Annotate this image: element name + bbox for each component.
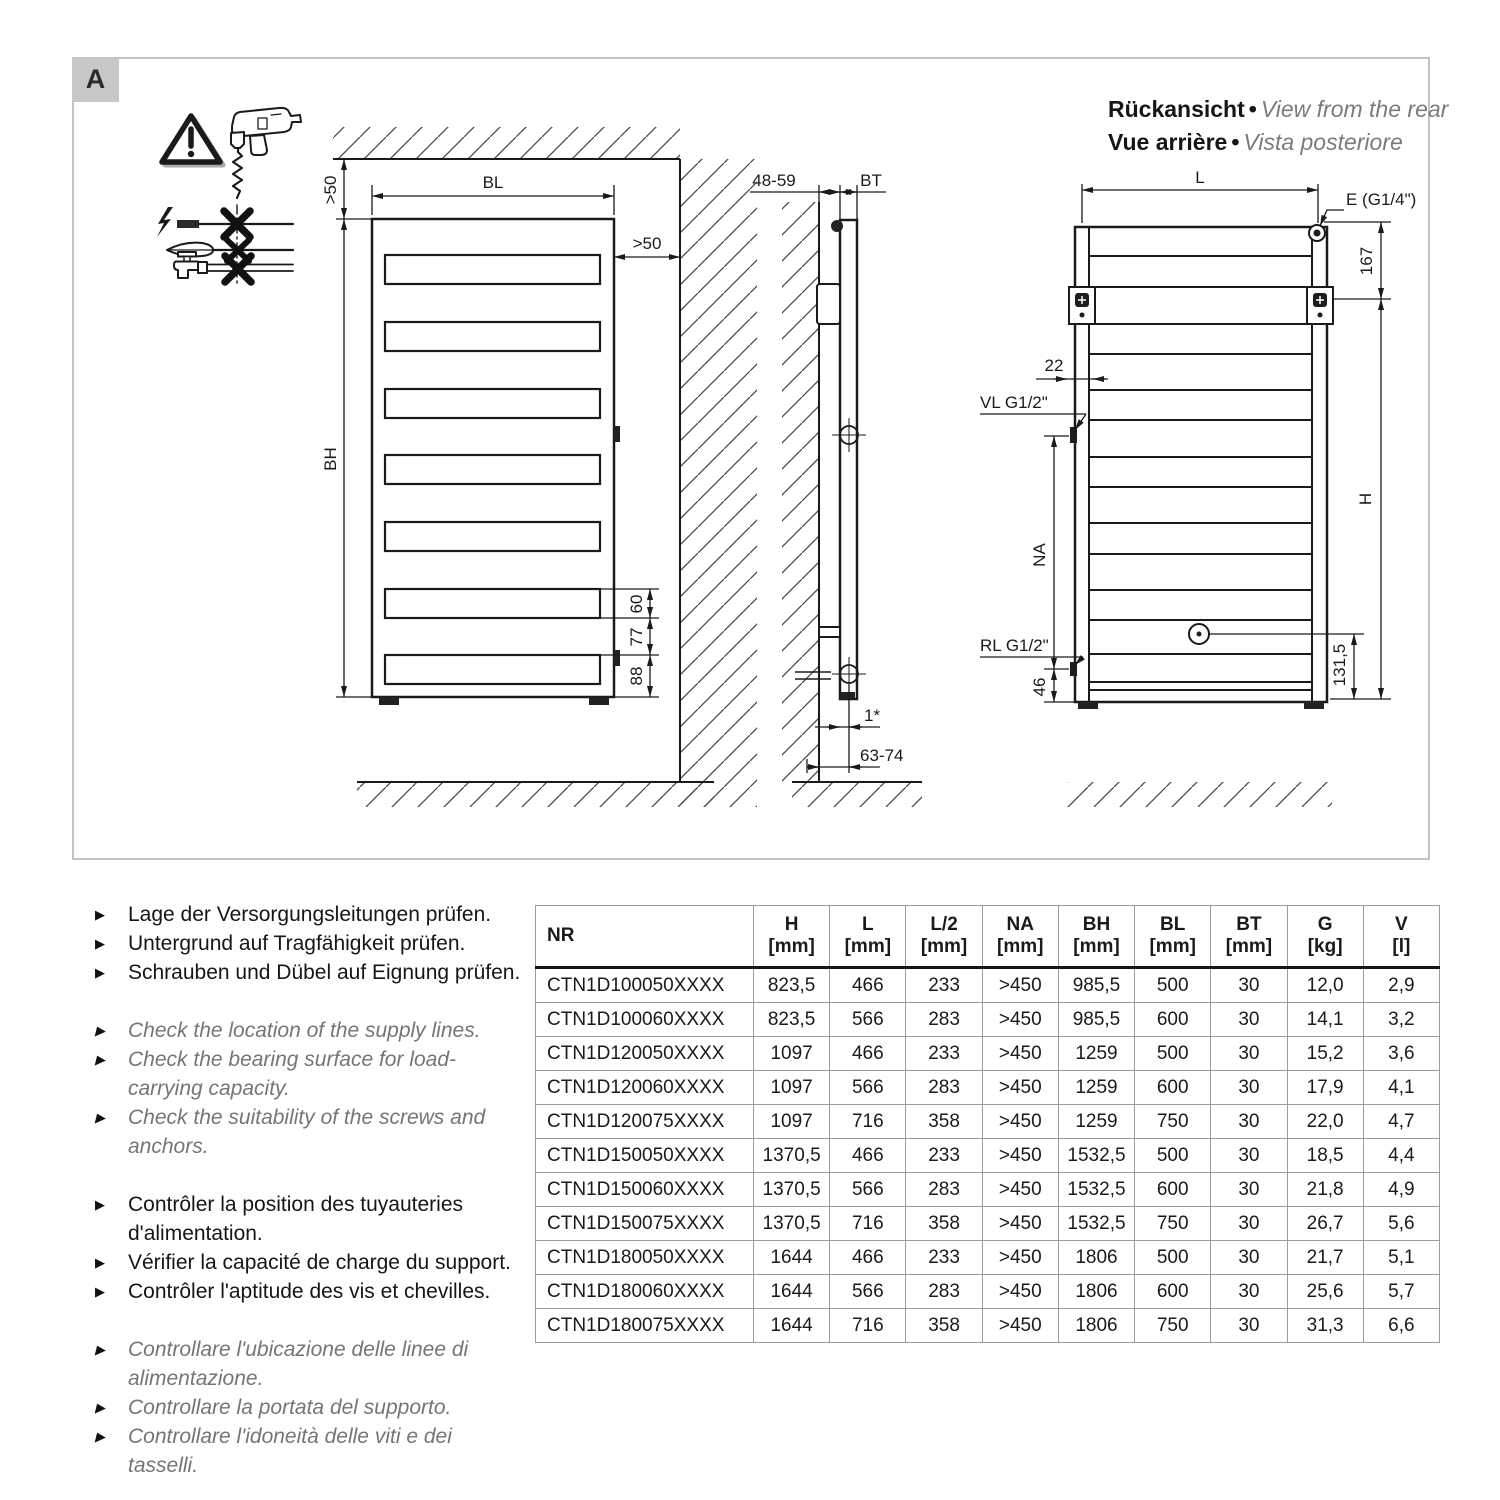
spec-table-body xyxy=(536,968,1440,1343)
label-e-valve: E (G1/4") xyxy=(1346,190,1417,209)
bullet-icon: ▶ xyxy=(95,965,105,980)
table-row xyxy=(536,1173,1440,1207)
column-header-g: G [kg] xyxy=(1287,906,1363,968)
table-cell: 5,7 xyxy=(1363,1275,1439,1309)
table-cell: 1806 xyxy=(1058,1241,1134,1275)
table-cell: 4,4 xyxy=(1363,1139,1439,1173)
front-view xyxy=(321,127,757,807)
bullet-icon: ▶ xyxy=(95,1342,105,1357)
table-cell: 985,5 xyxy=(1058,1003,1134,1037)
floor-hatch-side xyxy=(792,782,922,807)
table-cell: 2,9 xyxy=(1363,968,1439,1003)
dim-bl: BL xyxy=(482,173,504,192)
table-cell: 823,5 xyxy=(754,1003,830,1037)
table-cell: 14,1 xyxy=(1287,1003,1363,1037)
bullet-icon: ▶ xyxy=(95,1197,105,1212)
table-cell: 500 xyxy=(1135,1139,1211,1173)
spec-table-header xyxy=(536,906,1440,968)
bullet-icon: ▶ xyxy=(95,1429,105,1444)
wall-bracket xyxy=(817,284,840,324)
table-cell: 233 xyxy=(906,968,982,1003)
rear-view-title xyxy=(1108,93,1448,159)
table-cell: 466 xyxy=(830,1139,906,1173)
instruction-text: Check the suitability of the screws and anchors. xyxy=(128,1106,486,1158)
table-cell: 30 xyxy=(1211,1071,1287,1105)
table-cell: 566 xyxy=(830,1071,906,1105)
instruction-item xyxy=(95,1277,523,1306)
table-cell: 233 xyxy=(906,1139,982,1173)
table-row xyxy=(536,1275,1440,1309)
column-header-bt: BT [mm] xyxy=(1211,906,1287,968)
title-de: Rückansicht xyxy=(1108,96,1245,122)
column-header-l: L [mm] xyxy=(830,906,906,968)
table-cell: 5,1 xyxy=(1363,1241,1439,1275)
table-cell: 12,0 xyxy=(1287,968,1363,1003)
table-cell: 30 xyxy=(1211,1037,1287,1071)
table-cell: 1644 xyxy=(754,1309,830,1343)
warning-icons xyxy=(157,108,301,283)
title-it: Vista posteriore xyxy=(1243,129,1403,155)
table-cell: 5,6 xyxy=(1363,1207,1439,1241)
table-cell: >450 xyxy=(982,1309,1058,1343)
instruction-text: Untergrund auf Tragfähigkeit prüfen. xyxy=(128,932,466,955)
instructions-fr xyxy=(95,1190,523,1306)
cell-nr: CTN1D100050XXXX xyxy=(536,968,754,1003)
instructions-it xyxy=(95,1335,523,1480)
table-cell: 18,5 xyxy=(1287,1139,1363,1173)
table-cell: 3,2 xyxy=(1363,1003,1439,1037)
rear-view-title-line1 xyxy=(1108,93,1448,126)
dim-side-offset: >50 xyxy=(632,234,662,253)
table-cell: >450 xyxy=(982,1037,1058,1071)
table-cell: 21,7 xyxy=(1287,1241,1363,1275)
dim-22: 22 xyxy=(1044,356,1064,375)
drill-icon xyxy=(231,108,301,198)
table-cell: 716 xyxy=(830,1105,906,1139)
instruction-item xyxy=(95,1422,523,1480)
table-cell: 500 xyxy=(1135,1241,1211,1275)
table-cell: 600 xyxy=(1135,1275,1211,1309)
table-row xyxy=(536,1139,1440,1173)
table-cell: 1370,5 xyxy=(754,1173,830,1207)
spec-table xyxy=(535,905,1440,1343)
instruction-item xyxy=(95,958,523,987)
warning-triangle-icon xyxy=(162,116,223,165)
table-cell: 6,6 xyxy=(1363,1309,1439,1343)
instruction-text: Contrôler l'aptitude des vis et chevilles. xyxy=(128,1280,491,1303)
dim-1315: 131,5 xyxy=(1330,643,1349,687)
table-cell: 4,7 xyxy=(1363,1105,1439,1139)
instruction-item xyxy=(95,1393,523,1422)
rear-view-title-line2 xyxy=(1108,126,1448,159)
table-cell: 1259 xyxy=(1058,1037,1134,1071)
instruction-text: Contrôler la position des tuyauteries d'alimentation. xyxy=(128,1193,464,1245)
column-header-bh: BH [mm] xyxy=(1058,906,1134,968)
instructions-de xyxy=(95,900,523,987)
table-cell: 30 xyxy=(1211,968,1287,1003)
bullet-icon: ▶ xyxy=(95,1023,105,1038)
table-cell: >450 xyxy=(982,968,1058,1003)
wall-hatch-right xyxy=(680,159,757,807)
table-cell: 500 xyxy=(1135,968,1211,1003)
instruction-text: Vérifier la capacité de charge du support. xyxy=(128,1251,511,1274)
table-cell: >450 xyxy=(982,1207,1058,1241)
instruction-item xyxy=(95,929,523,958)
lower-bracket xyxy=(819,627,840,637)
table-cell: 750 xyxy=(1135,1207,1211,1241)
table-cell: 30 xyxy=(1211,1275,1287,1309)
wall-hatch-top xyxy=(333,127,680,159)
table-cell: >450 xyxy=(982,1105,1058,1139)
table-cell: 26,7 xyxy=(1287,1207,1363,1241)
rear-foot xyxy=(1304,702,1324,709)
instruction-text: Controllare l'idoneità delle viti e dei tasselli. xyxy=(128,1425,452,1477)
table-cell: 30 xyxy=(1211,1241,1287,1275)
table-cell: 1370,5 xyxy=(754,1207,830,1241)
table-cell: 600 xyxy=(1135,1173,1211,1207)
table-cell: 823,5 xyxy=(754,968,830,1003)
table-cell: >450 xyxy=(982,1173,1058,1207)
floor-hatch xyxy=(357,782,714,807)
dim-60: 60 xyxy=(627,594,646,614)
title-separator: • xyxy=(1248,96,1257,122)
instructions-en xyxy=(95,1016,523,1161)
table-cell: 1370,5 xyxy=(754,1139,830,1173)
instruction-item xyxy=(95,1190,523,1248)
table-cell: 1532,5 xyxy=(1058,1139,1134,1173)
rear-view xyxy=(980,168,1416,807)
table-cell: 750 xyxy=(1135,1105,1211,1139)
table-cell: 30 xyxy=(1211,1309,1287,1343)
table-cell: 17,9 xyxy=(1287,1071,1363,1105)
table-cell: 1097 xyxy=(754,1105,830,1139)
table-cell: >450 xyxy=(982,1275,1058,1309)
table-cell: 466 xyxy=(830,1241,906,1275)
rear-foot xyxy=(1078,702,1098,709)
table-cell: 1644 xyxy=(754,1241,830,1275)
dim-wall-gap: 48-59 xyxy=(752,171,796,190)
bullet-icon: ▶ xyxy=(95,1255,105,1270)
technical-drawing xyxy=(74,59,1428,858)
dim-h: H xyxy=(1356,492,1375,506)
floor-hatch-rear xyxy=(1067,782,1332,807)
instruction-text: Check the location of the supply lines. xyxy=(128,1019,481,1042)
instructions-section xyxy=(95,900,523,1500)
table-cell: 566 xyxy=(830,1003,906,1037)
table-row xyxy=(536,968,1440,1003)
profile-foot xyxy=(841,692,855,699)
table-cell: 21,8 xyxy=(1287,1173,1363,1207)
table-cell: 30 xyxy=(1211,1139,1287,1173)
table-cell: 22,0 xyxy=(1287,1105,1363,1139)
side-connector xyxy=(614,426,620,442)
table-row xyxy=(536,1207,1440,1241)
table-cell: 1644 xyxy=(754,1275,830,1309)
table-cell: 30 xyxy=(1211,1105,1287,1139)
table-cell: 750 xyxy=(1135,1309,1211,1343)
table-row xyxy=(536,1037,1440,1071)
table-cell: 30 xyxy=(1211,1173,1287,1207)
table-cell: 1259 xyxy=(1058,1105,1134,1139)
table-cell: 716 xyxy=(830,1207,906,1241)
instruction-text: Schrauben und Dübel auf Eignung prüfen. xyxy=(128,961,521,984)
table-row xyxy=(536,1071,1440,1105)
table-cell: 600 xyxy=(1135,1003,1211,1037)
table-row xyxy=(536,1105,1440,1139)
table-cell: 600 xyxy=(1135,1071,1211,1105)
cell-nr: CTN1D150075XXXX xyxy=(536,1207,754,1241)
diagram-panel xyxy=(72,57,1449,860)
e-valve xyxy=(1309,225,1325,241)
table-cell: 4,1 xyxy=(1363,1071,1439,1105)
title-fr: Vue arrière xyxy=(1108,129,1228,155)
dim-bt: BT xyxy=(860,171,882,190)
table-cell: 466 xyxy=(830,1037,906,1071)
instruction-text: Controllare la portata del supporto. xyxy=(128,1396,452,1419)
instruction-item xyxy=(95,1335,523,1393)
table-cell: 283 xyxy=(906,1003,982,1037)
table-cell: 566 xyxy=(830,1275,906,1309)
instruction-text: Check the bearing surface for load-carrying capacity. xyxy=(128,1048,457,1100)
title-en: View from the rear xyxy=(1260,96,1449,122)
radiator-profile xyxy=(840,220,857,699)
table-cell: 985,5 xyxy=(1058,968,1134,1003)
table-cell: 15,2 xyxy=(1287,1037,1363,1071)
side-view xyxy=(750,171,922,807)
table-cell: 30 xyxy=(1211,1003,1287,1037)
table-cell: >450 xyxy=(982,1139,1058,1173)
mounting-bracket-right xyxy=(1307,287,1333,324)
table-cell: 1532,5 xyxy=(1058,1207,1134,1241)
column-header-v: V [l] xyxy=(1363,906,1439,968)
cell-nr: CTN1D180050XXXX xyxy=(536,1241,754,1275)
cell-nr: CTN1D120050XXXX xyxy=(536,1037,754,1071)
column-header-l2: L/2 [mm] xyxy=(906,906,982,968)
column-header-na: NA [mm] xyxy=(982,906,1058,968)
radiator-foot xyxy=(379,697,399,705)
dim-46: 46 xyxy=(1030,677,1049,697)
table-cell: 3,6 xyxy=(1363,1037,1439,1071)
instruction-item xyxy=(95,900,523,929)
table-cell: 1532,5 xyxy=(1058,1173,1134,1207)
table-cell: 283 xyxy=(906,1173,982,1207)
table-cell: 1806 xyxy=(1058,1275,1134,1309)
table-cell: >450 xyxy=(982,1071,1058,1105)
instruction-item xyxy=(95,1103,523,1161)
cell-nr: CTN1D120075XXXX xyxy=(536,1105,754,1139)
column-header-h: H [mm] xyxy=(754,906,830,968)
dim-l: L xyxy=(1195,168,1205,187)
table-cell: 566 xyxy=(830,1173,906,1207)
bullet-icon: ▶ xyxy=(95,1052,105,1067)
table-cell: 283 xyxy=(906,1275,982,1309)
table-cell: 283 xyxy=(906,1071,982,1105)
dim-bh: BH xyxy=(321,447,340,471)
table-cell: 233 xyxy=(906,1037,982,1071)
title-separator-2: • xyxy=(1231,129,1240,155)
cell-nr: CTN1D180060XXXX xyxy=(536,1275,754,1309)
wall-hatch-side xyxy=(782,202,819,782)
table-cell: >450 xyxy=(982,1003,1058,1037)
vl-connection-side xyxy=(832,418,866,452)
table-cell: 233 xyxy=(906,1241,982,1275)
cell-nr: CTN1D100060XXXX xyxy=(536,1003,754,1037)
instruction-item xyxy=(95,1016,523,1045)
mounting-bracket-left xyxy=(1069,287,1095,324)
table-cell: 358 xyxy=(906,1105,982,1139)
no-drill-cross-icon xyxy=(225,256,251,282)
cell-nr: CTN1D150050XXXX xyxy=(536,1139,754,1173)
dim-top-offset: >50 xyxy=(321,175,340,205)
table-cell: 31,3 xyxy=(1287,1309,1363,1343)
dim-88: 88 xyxy=(627,666,646,686)
table-cell: 4,9 xyxy=(1363,1173,1439,1207)
instruction-text: Controllare l'ubicazione delle linee di alimentazione. xyxy=(128,1338,469,1390)
table-cell: 1259 xyxy=(1058,1071,1134,1105)
table-cell: 1097 xyxy=(754,1071,830,1105)
air-vent-knob xyxy=(831,220,843,232)
table-row xyxy=(536,1309,1440,1343)
table-cell: 358 xyxy=(906,1309,982,1343)
drain-symbol xyxy=(1189,624,1209,644)
column-header-nr: NR xyxy=(536,906,754,968)
instruction-item xyxy=(95,1248,523,1277)
table-row xyxy=(536,1241,1440,1275)
bullet-icon: ▶ xyxy=(95,907,105,922)
dim-na: NA xyxy=(1030,543,1049,567)
dim-note: 1* xyxy=(864,706,881,725)
bullet-icon: ▶ xyxy=(95,1110,105,1125)
bullet-icon: ▶ xyxy=(95,1284,105,1299)
dim-167: 167 xyxy=(1357,246,1376,276)
table-cell: 1806 xyxy=(1058,1309,1134,1343)
bullet-icon: ▶ xyxy=(95,936,105,951)
table-cell: 1097 xyxy=(754,1037,830,1071)
cell-nr: CTN1D180075XXXX xyxy=(536,1309,754,1343)
instruction-item xyxy=(95,1045,523,1103)
column-header-bl: BL [mm] xyxy=(1135,906,1211,968)
electric-line-icon xyxy=(157,207,293,237)
table-cell: 716 xyxy=(830,1309,906,1343)
panel-label: A xyxy=(72,57,119,102)
label-vl: VL G1/2" xyxy=(980,393,1048,412)
instruction-text: Lage der Versorgungsleitungen prüfen. xyxy=(128,903,492,926)
table-cell: 25,6 xyxy=(1287,1275,1363,1309)
bullet-icon: ▶ xyxy=(95,1400,105,1415)
label-rl: RL G1/2" xyxy=(980,636,1049,655)
dim-77: 77 xyxy=(627,627,646,647)
dim-floor-gap: 63-74 xyxy=(860,746,904,765)
side-connector xyxy=(614,650,620,666)
table-cell: 30 xyxy=(1211,1207,1287,1241)
table-cell: 500 xyxy=(1135,1037,1211,1071)
cell-nr: CTN1D120060XXXX xyxy=(536,1071,754,1105)
cell-nr: CTN1D150060XXXX xyxy=(536,1173,754,1207)
table-cell: >450 xyxy=(982,1241,1058,1275)
table-row xyxy=(536,1003,1440,1037)
table-cell: 358 xyxy=(906,1207,982,1241)
radiator-foot xyxy=(589,697,609,705)
table-cell: 466 xyxy=(830,968,906,1003)
